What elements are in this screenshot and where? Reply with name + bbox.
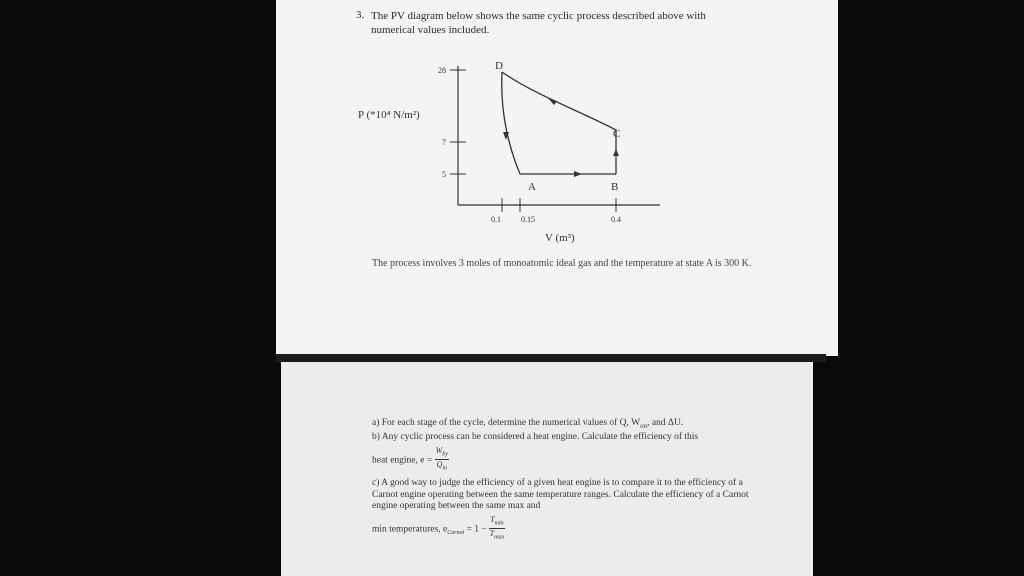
arrow-b-to-c: [613, 149, 619, 156]
x-axis-label: V (m³): [545, 232, 575, 244]
part-b-formula: heat engine, e = $\frac{W_{by}}{Q_{in}}$: [372, 445, 448, 473]
state-label-a: A: [528, 181, 536, 193]
part-b: b) Any cyclic process can be considered a heat engine. Calculate the efficiency of this: [372, 432, 699, 443]
part-c: c) A good way to judge the efficiency of a given heat engine is to compare it to the efficiency of a Carnot engine operating between the same temperature ranges. Calculate the efficiency of a Carnot engine operating between the same max and: [372, 478, 749, 512]
state-label-c: C: [613, 128, 621, 140]
y-tick-label: 28: [438, 66, 446, 75]
state-label-b: B: [611, 181, 619, 193]
process-d-to-a: [502, 72, 520, 174]
x-tick-label: 0.15: [521, 215, 535, 224]
carnot-fraction: $\frac{T_{min}}{T_{max}}$: [489, 514, 505, 541]
x-tick-label: 0.4: [611, 215, 621, 224]
efficiency-fraction: $\frac{W_{by}}{Q_{in}}$: [435, 445, 448, 473]
problem-paragraph: The process involves 3 moles of monoatomic ideal gas and the temperature at state A is 300 K.: [372, 258, 752, 269]
part-c-formula: min temperatures, $e_{Carnot} = 1$ − $\frac{T_{min}}{T_{max}}$: [372, 514, 505, 541]
question-number: 3.: [356, 9, 365, 21]
arrow-a-to-b: [574, 171, 582, 177]
arrow-c-to-d: [548, 98, 557, 105]
y-tick-label: 5: [442, 170, 446, 179]
process-c-to-d: [502, 72, 616, 142]
question-text: The PV diagram below shows the same cyclic process described above with numerical values included.: [371, 10, 706, 36]
x-tick-label: 0.1: [491, 215, 501, 224]
part-a: a) For each stage of the cycle, determine the numerical values of Q, $W_{on}$, and ΔU.: [372, 418, 684, 430]
y-axis-label: P (*10⁴ N/m²): [358, 109, 420, 121]
state-label-d: D: [495, 60, 503, 72]
y-tick-label: 7: [442, 138, 446, 147]
problem-parts: [372, 418, 752, 543]
